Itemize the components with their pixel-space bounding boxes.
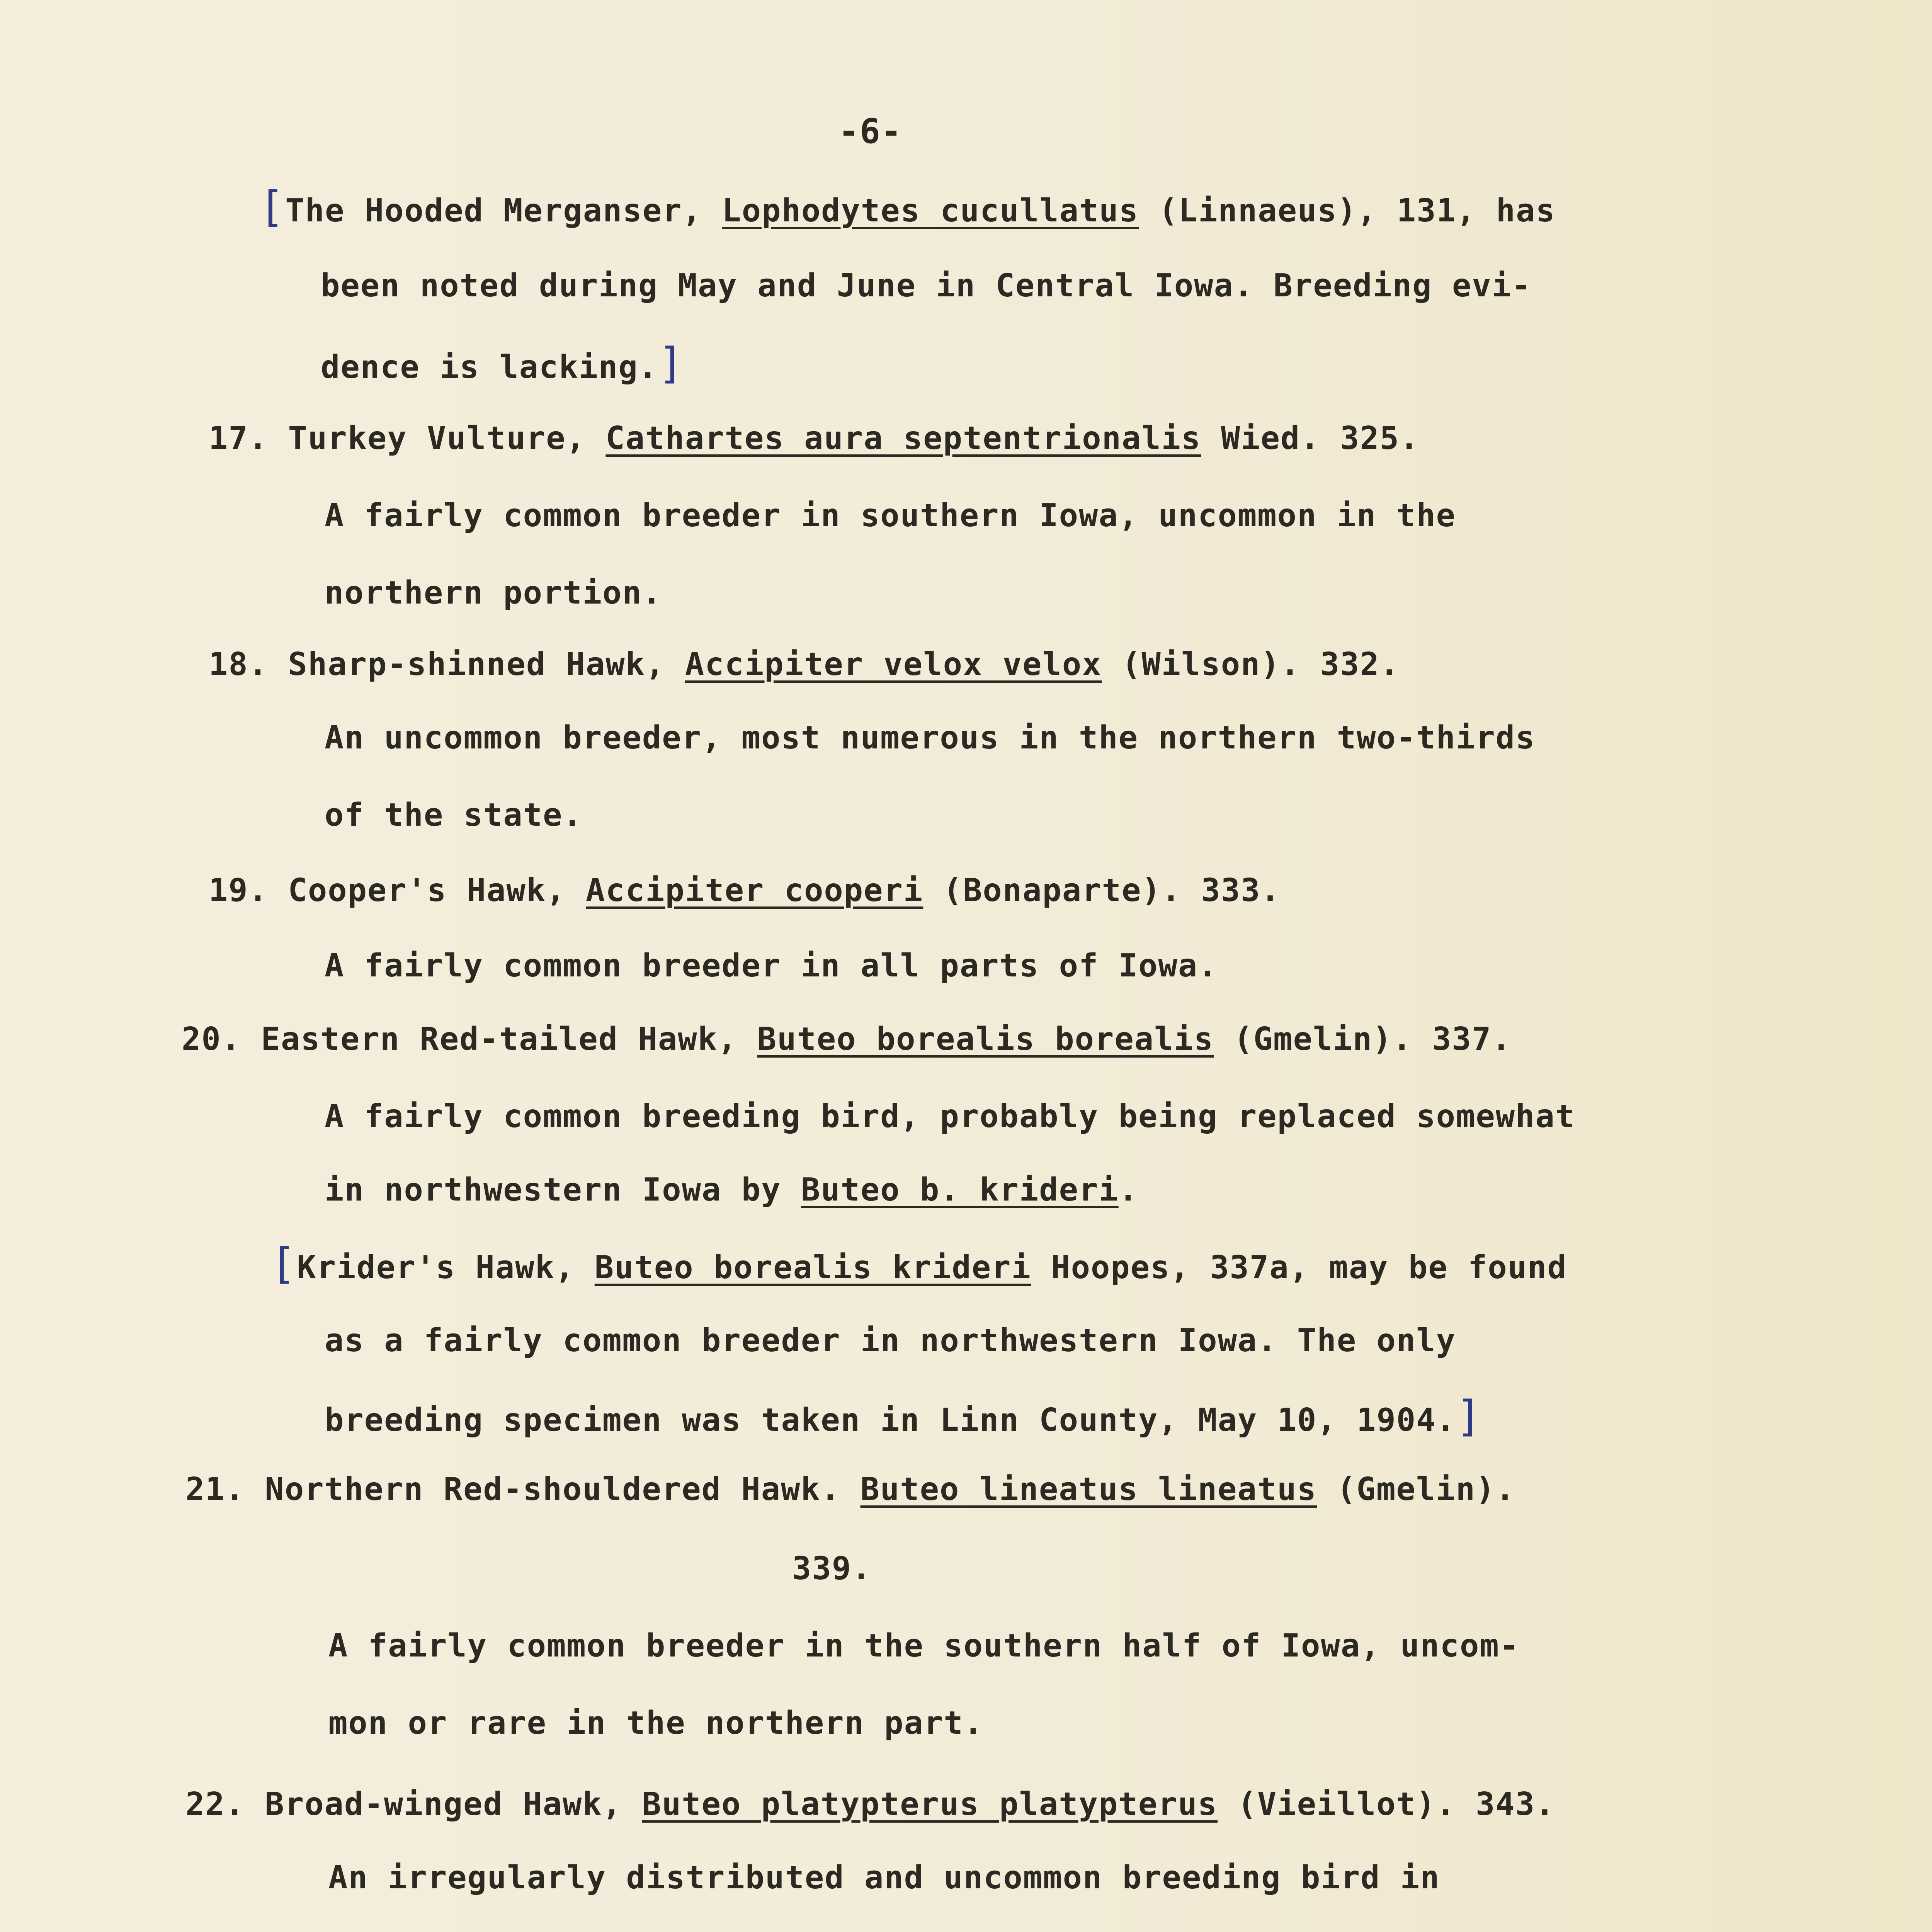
hooded-merganser-note-line-2: been noted during May and June in Central Iowa. Breeding evi- (321, 267, 1532, 304)
bracket-open: [ (259, 182, 286, 231)
entry-21-description-line-1: A fairly common breeder in the southern half of Iowa, uncom- (328, 1628, 1520, 1664)
scientific-name: Buteo lineatus lineatus (860, 1471, 1317, 1508)
entry-20-description-line-2: in northwestern Iowa by Buteo b. krideri. (325, 1172, 1139, 1208)
kriders-hawk-note-line-3: breeding specimen was taken in Linn County, May 10, 1904.] (325, 1391, 1483, 1441)
scientific-name: Accipiter velox velox (685, 646, 1102, 683)
entry-18-description-line-2: of the state. (325, 797, 583, 833)
scientific-name: Buteo borealis borealis (757, 1021, 1214, 1058)
entry-17-description-line-2: northern portion. (325, 575, 662, 611)
scientific-name: Buteo borealis krideri (594, 1249, 1031, 1286)
scientific-name: Accipiter cooperi (586, 872, 923, 909)
entry-20-heading: 20. Eastern Red-tailed Hawk, Buteo borealis borealis (Gmelin). 337. (182, 1021, 1512, 1058)
bracket-open: [ (270, 1239, 297, 1288)
entry-22-description-line-1: An irregularly distributed and uncommon breeding bird in (328, 1859, 1440, 1896)
entry-21-heading-continued: 339. (792, 1550, 872, 1587)
entry-22-heading: 22. Broad-winged Hawk, Buteo platypterus platypterus (Vieillot). 343. (185, 1786, 1555, 1823)
entry-17-heading: 17. Turkey Vulture, Cathartes aura septentrionalis Wied. 325. (209, 420, 1420, 457)
entry-18-description-line-1: An uncommon breeder, most numerous in the northern two-thirds (325, 719, 1536, 756)
scientific-name: Buteo platypterus platypterus (642, 1786, 1218, 1823)
page-number: -6- (838, 111, 902, 151)
entry-17-description-line-1: A fairly common breeder in southern Iowa, uncommon in the (325, 497, 1456, 534)
hooded-merganser-note-line-1: [The Hooded Merganser, Lophodytes cucullatus (Linnaeus), 131, has (259, 182, 1556, 231)
kriders-hawk-note-line-2: as a fairly common breeder in northwestern Iowa. The only (325, 1322, 1456, 1359)
entry-20-description-line-1: A fairly common breeding bird, probably being replaced somewhat (325, 1098, 1575, 1135)
bracket-close: ] (1456, 1391, 1483, 1441)
scientific-name: Buteo b. krideri (801, 1172, 1119, 1208)
entry-21-heading: 21. Northern Red-shouldered Hawk. Buteo lineatus lineatus (Gmelin). (185, 1471, 1515, 1508)
scientific-name: Cathartes aura septentrionalis (605, 420, 1201, 457)
bracket-close: ] (658, 338, 685, 388)
kriders-hawk-note-line-1: [Krider's Hawk, Buteo borealis krideri Hoopes, 337a, may be found (270, 1239, 1567, 1288)
entry-19-description-line-1: A fairly common breeder in all parts of Iowa. (325, 947, 1218, 984)
entry-18-heading: 18. Sharp-shinned Hawk, Accipiter velox velox (Wilson). 332. (209, 646, 1400, 683)
entry-21-description-line-2: mon or rare in the northern part. (328, 1705, 984, 1742)
entry-19-heading: 19. Cooper's Hawk, Accipiter cooperi (Bonaparte). 333. (209, 872, 1281, 909)
hooded-merganser-note-line-3: dence is lacking.] (321, 338, 685, 388)
scientific-name: Lophodytes cucullatus (722, 192, 1139, 229)
